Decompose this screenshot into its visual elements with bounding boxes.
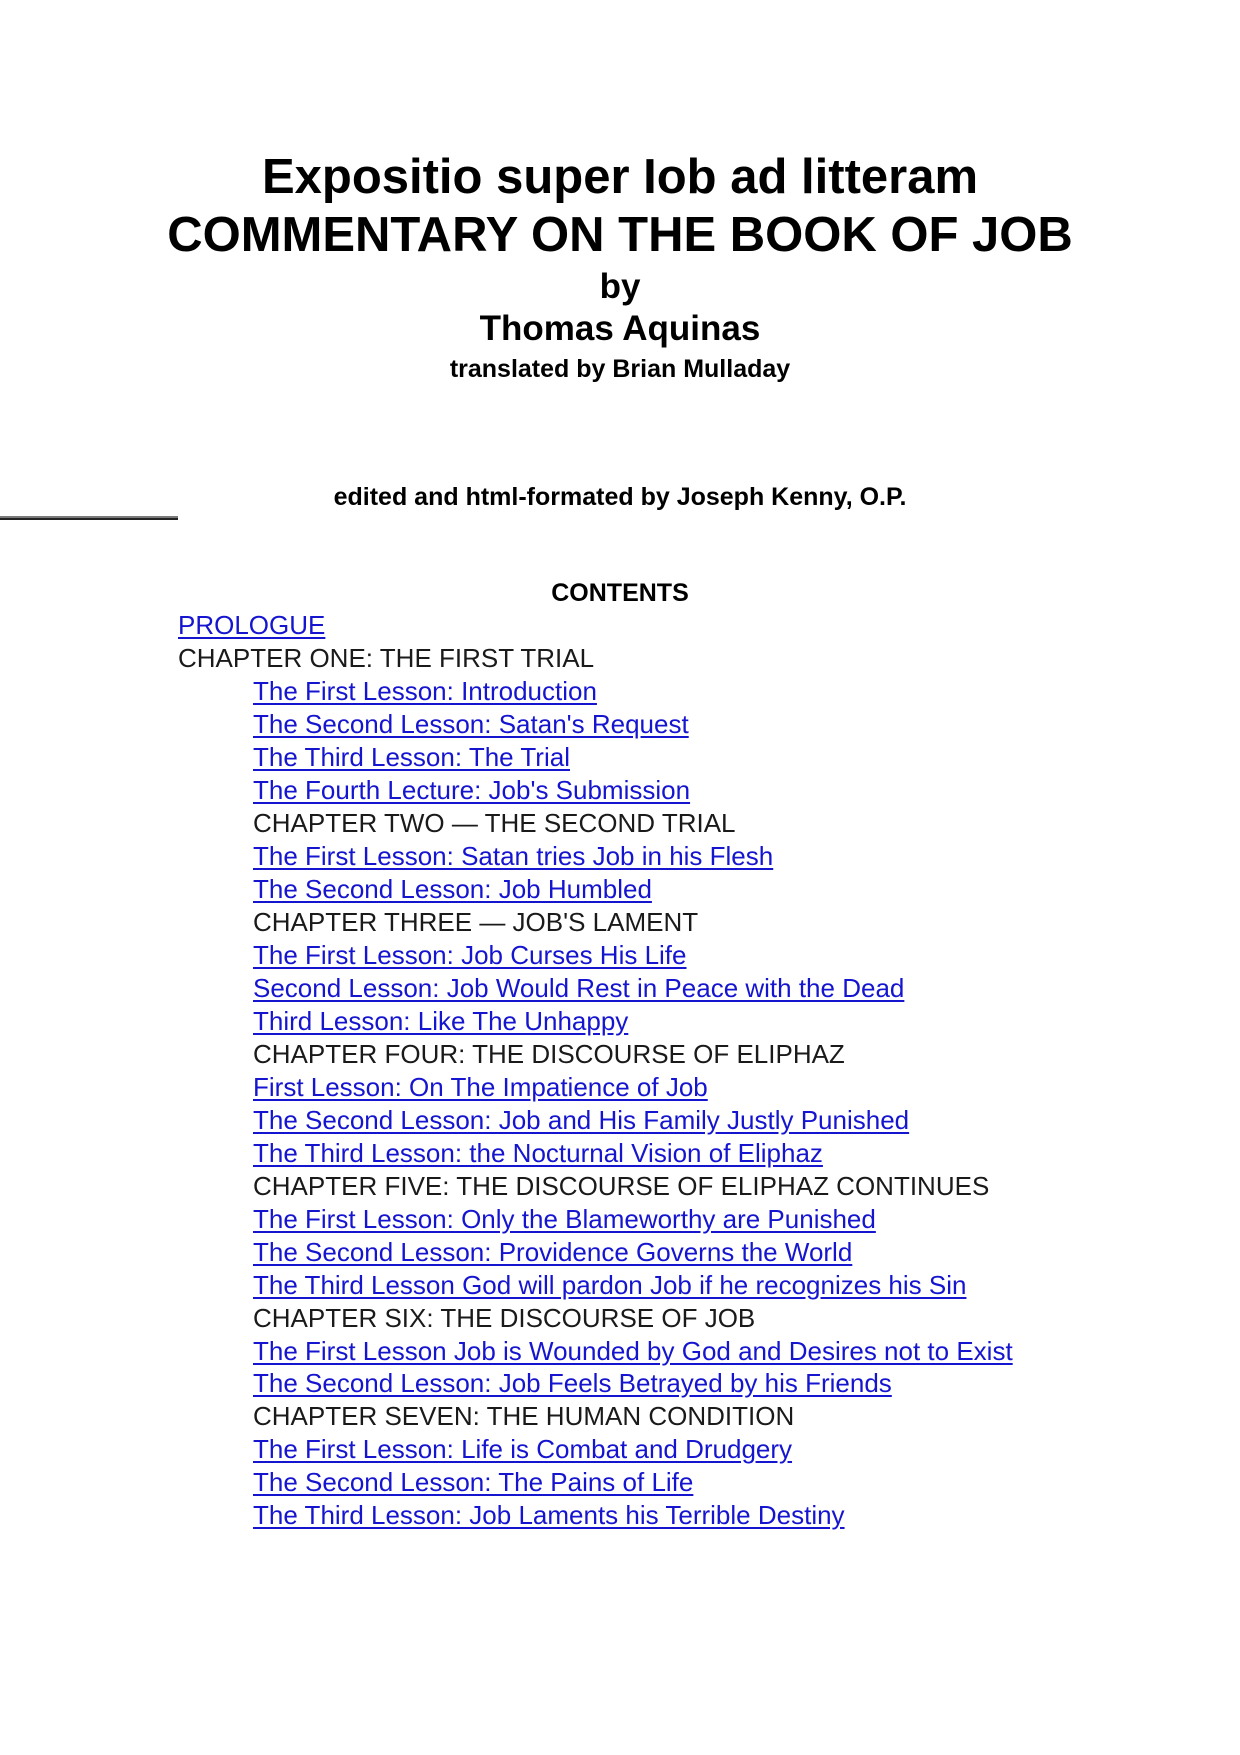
author-name: Thomas Aquinas <box>479 309 761 348</box>
toc-link[interactable]: First Lesson: On The Impatience of Job <box>253 1072 708 1102</box>
toc-chapter-heading: CHAPTER ONE: THE FIRST TRIAL <box>178 643 595 673</box>
toc-link[interactable]: Third Lesson: Like The Unhappy <box>253 1006 629 1036</box>
toc-chapter-heading: CHAPTER SEVEN: THE HUMAN CONDITION <box>253 1401 795 1431</box>
toc-link-prologue[interactable]: PROLOGUE <box>178 610 326 640</box>
toc-chapter-heading: CHAPTER FIVE: THE DISCOURSE OF ELIPHAZ CONTINUES <box>253 1171 990 1201</box>
toc-link[interactable]: Second Lesson: Job Would Rest in Peace with the Dead <box>253 973 905 1003</box>
toc-link[interactable]: The Second Lesson: The Pains of Life <box>253 1467 694 1497</box>
toc-link[interactable]: The Second Lesson: Job Humbled <box>253 874 652 904</box>
toc-link[interactable]: The First Lesson: Satan tries Job in his Flesh <box>253 841 774 871</box>
translator-credit: translated by Brian Mulladay <box>449 355 791 383</box>
table-of-contents <box>178 609 1078 1532</box>
title-block <box>0 148 1240 388</box>
toc-link[interactable]: The Second Lesson: Job Feels Betrayed by his Friends <box>253 1368 892 1398</box>
toc-link[interactable]: The Third Lesson: The Trial <box>253 742 570 772</box>
toc-link[interactable]: The Third Lesson God will pardon Job if he recognizes his Sin <box>253 1270 967 1300</box>
toc-link[interactable]: The First Lesson: Job Curses His Life <box>253 940 687 970</box>
toc-chapter-heading: CHAPTER THREE — JOB'S LAMENT <box>253 907 699 937</box>
toc-indented-list <box>178 675 1078 1532</box>
toc-link[interactable]: The First Lesson: Life is Combat and Drudgery <box>253 1434 793 1464</box>
horizontal-rule <box>0 516 178 520</box>
contents-heading: CONTENTS <box>551 579 689 607</box>
toc-link[interactable]: The First Lesson: Only the Blameworthy are Punished <box>253 1204 876 1234</box>
by-label: by <box>599 267 641 306</box>
toc-link[interactable]: The Second Lesson: Job and His Family Justly Punished <box>253 1105 910 1135</box>
toc-chapter-heading: CHAPTER SIX: THE DISCOURSE OF JOB <box>253 1303 756 1333</box>
toc-link[interactable]: The Fourth Lecture: Job's Submission <box>253 775 691 805</box>
latin-title: Expositio super Iob ad litteram <box>261 150 979 204</box>
editor-credit: edited and html-formated by Joseph Kenny, O.P. <box>333 483 907 511</box>
toc-chapter-heading: CHAPTER FOUR: THE DISCOURSE OF ELIPHAZ <box>253 1039 845 1069</box>
toc-link[interactable]: The First Lesson: Introduction <box>253 676 597 706</box>
toc-link[interactable]: The Second Lesson: Satan's Request <box>253 709 689 739</box>
english-title: COMMENTARY ON THE BOOK OF JOB <box>167 208 1073 262</box>
toc-link[interactable]: The Second Lesson: Providence Governs the World <box>253 1237 853 1267</box>
toc-link[interactable]: The Third Lesson: Job Laments his Terrible Destiny <box>253 1500 845 1530</box>
toc-link[interactable]: The First Lesson Job is Wounded by God and Desires not to Exist <box>253 1336 1013 1366</box>
toc-chapter-heading: CHAPTER TWO — THE SECOND TRIAL <box>253 808 736 838</box>
toc-link[interactable]: The Third Lesson: the Nocturnal Vision of Eliphaz <box>253 1138 823 1168</box>
